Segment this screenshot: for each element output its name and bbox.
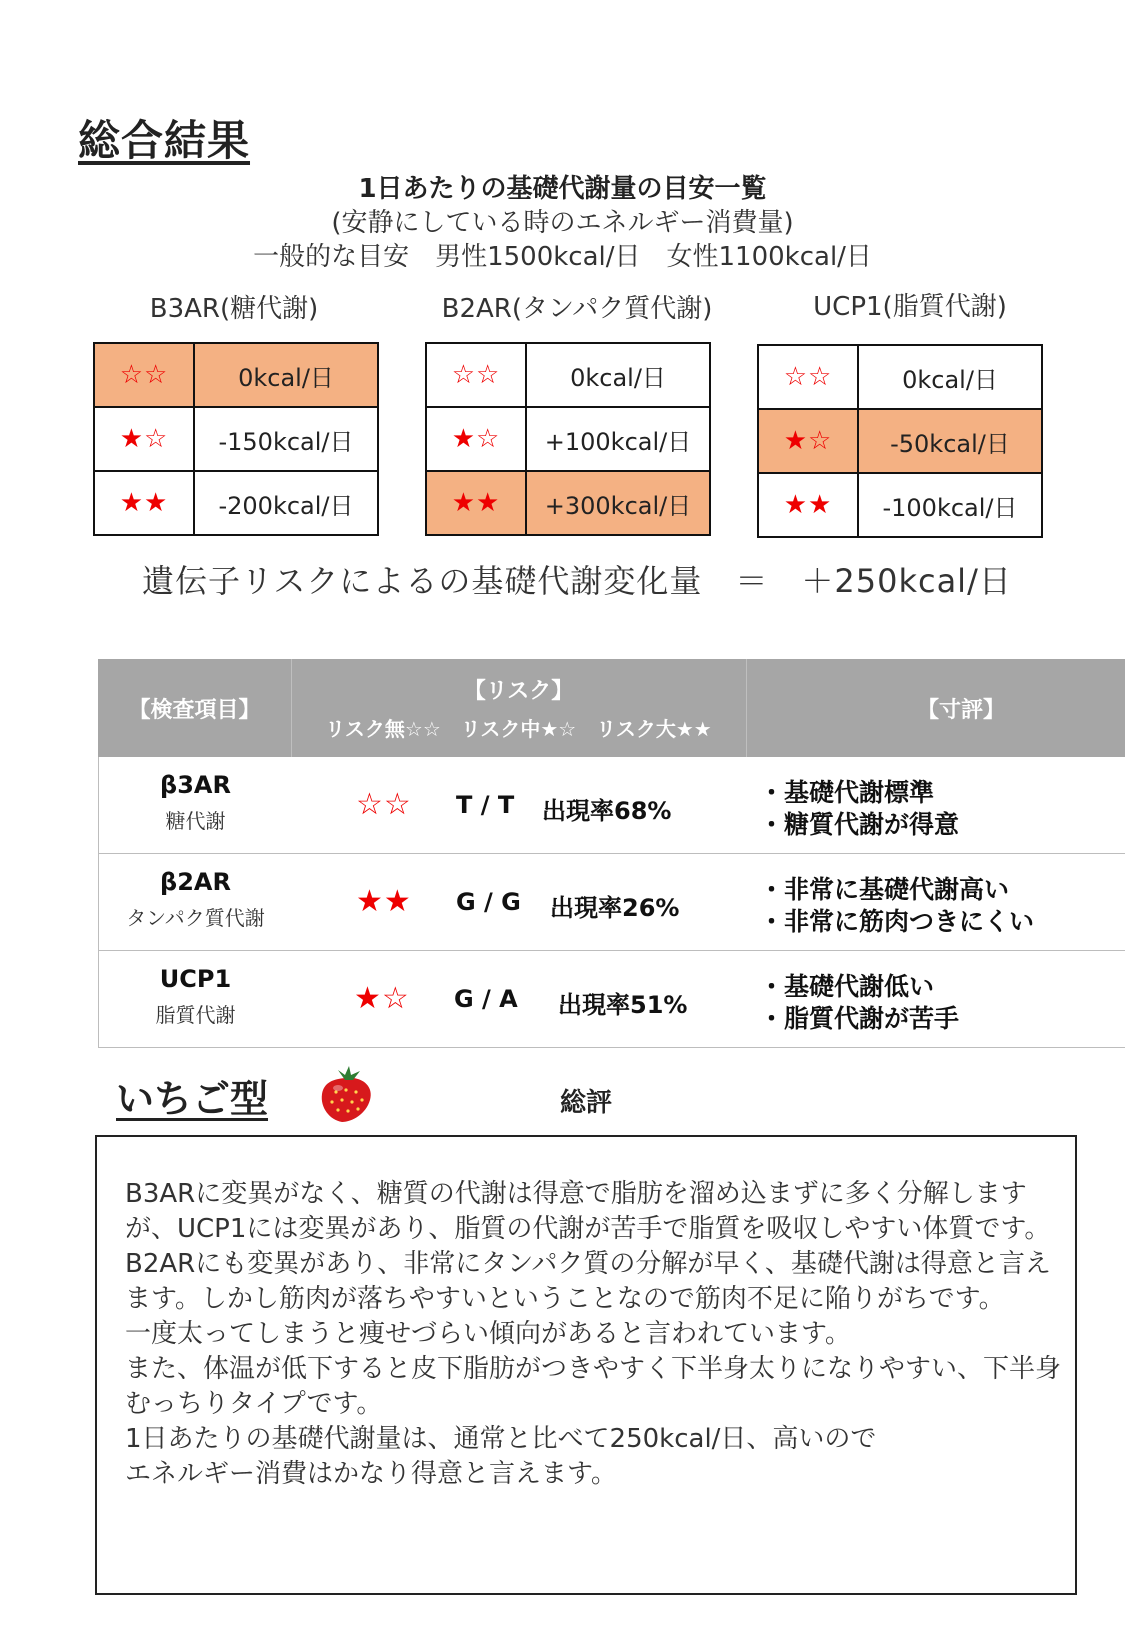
gene-table-b3ar <box>93 342 379 536</box>
kcal-value: 0kcal/日 <box>526 343 710 407</box>
risk-stars: ★☆ <box>758 409 858 473</box>
kcal-value: -50kcal/日 <box>858 409 1042 473</box>
gene-name: β3AR <box>160 771 231 799</box>
summary-text: B3ARに変異がなく、糖質の代謝は得意で脂肪を溜め込まずに多く分解しますが、UCP1には変異があり、脂質の代謝が苦手で脂質を吸収しやすい体質です。 B2ARにも変異があり、非常にタンパク質の分解が早く、基礎代謝は得意と言えます。しかし筋肉が落ちやすいということなので筋肉不足に陥りがちです。 一度太ってしまうと痩せづらい傾向があると言われています。 また、体温が低下すると皮下脂肪がつきやすく下半身太りになりやすい、下半身むっちりタイプです。 1日あたりの基礎代謝量は、通常と比べて250kcal/日、高いので エネルギー消費はかなり得意と言えます。 <box>125 1179 1062 1489</box>
risk-stars: ★☆ <box>426 407 526 471</box>
comment-2: ・糖質代謝が得意 <box>759 810 960 839</box>
header-item: 【検査項目】 <box>128 697 261 723</box>
metabolism-change-summary: 遺伝子リスクによるの基礎代謝変化量 ＝ ＋250kcal/日 <box>142 562 1012 600</box>
gene-table-row <box>758 345 1042 409</box>
gene-table-label-b2ar: B2AR(タンパク質代謝) <box>441 294 713 324</box>
risk-stars: ★☆ <box>354 981 410 1016</box>
comment-1: ・基礎代謝低い <box>759 972 935 1001</box>
risk-stars: ★☆ <box>94 407 194 471</box>
gene-category: タンパク質代謝 <box>126 906 265 930</box>
gene-table-ucp1 <box>757 344 1043 538</box>
gene-table-row <box>426 407 710 471</box>
gene-table-row <box>426 343 710 407</box>
risk-table-row <box>98 951 1125 1048</box>
gene-table-row <box>94 407 378 471</box>
gene-name: UCP1 <box>159 965 232 993</box>
risk-stars: ☆☆ <box>426 343 526 407</box>
comment-2: ・非常に筋肉つきにくい <box>759 907 1035 936</box>
strawberry-icon <box>314 1062 376 1124</box>
risk-table-row <box>98 757 1125 854</box>
kcal-value: -200kcal/日 <box>194 471 378 535</box>
comment-1: ・非常に基礎代謝高い <box>759 875 1010 904</box>
risk-stars: ★★ <box>94 471 194 535</box>
genotype: G / A <box>454 985 518 1013</box>
gene-category: 糖代謝 <box>165 809 226 833</box>
risk-stars: ★★ <box>426 471 526 535</box>
header-risk-legend: リスク無☆☆ リスク中★☆ リスク大★★ <box>325 717 712 741</box>
kcal-value: 0kcal/日 <box>194 343 378 407</box>
risk-table-header <box>98 659 1125 757</box>
risk-stars: ★★ <box>356 884 412 919</box>
frequency: 出現率68% <box>542 797 672 825</box>
basal-metabolism-heading: 1日あたりの基礎代謝量の目安一覧 <box>358 174 767 204</box>
frequency: 出現率26% <box>550 894 680 922</box>
comment-2: ・脂質代謝が苦手 <box>759 1004 960 1033</box>
kcal-value: +300kcal/日 <box>526 471 710 535</box>
gene-table-row <box>758 409 1042 473</box>
risk-stars: ☆☆ <box>94 343 194 407</box>
risk-stars: ★★ <box>758 473 858 537</box>
risk-stars: ☆☆ <box>758 345 858 409</box>
genotype: T / T <box>456 791 515 819</box>
genotype: G / G <box>456 888 521 916</box>
header-risk: 【リスク】 <box>463 679 574 704</box>
gene-table-row <box>758 473 1042 537</box>
kcal-value: +100kcal/日 <box>526 407 710 471</box>
general-guideline: 一般的な目安 男性1500kcal/日 女性1100kcal/日 <box>253 242 872 272</box>
kcal-value: 0kcal/日 <box>858 345 1042 409</box>
gene-table-b2ar <box>425 342 711 536</box>
gene-table-row <box>94 343 378 407</box>
header-comment: 【寸評】 <box>916 697 1005 723</box>
kcal-value: -100kcal/日 <box>858 473 1042 537</box>
basal-metabolism-note: (安静にしている時のエネルギー消費量) <box>331 208 794 238</box>
gene-name: β2AR <box>160 868 231 896</box>
risk-table-row <box>98 854 1125 951</box>
gene-table-label-ucp1: UCP1(脂質代謝) <box>813 292 1007 322</box>
gene-category: 脂質代謝 <box>155 1003 236 1027</box>
frequency: 出現率51% <box>558 991 688 1019</box>
kcal-value: -150kcal/日 <box>194 407 378 471</box>
risk-stars: ☆☆ <box>356 787 412 822</box>
summary-label: 総評 <box>560 1088 613 1118</box>
page-title: 総合結果 <box>78 116 251 165</box>
gene-table-row <box>94 471 378 535</box>
summary-box <box>95 1135 1077 1595</box>
gene-table-label-b3ar: B3AR(糖代謝) <box>149 294 319 324</box>
result-type-label: いちご型 <box>116 1077 269 1121</box>
gene-table-row <box>426 471 710 535</box>
comment-1: ・基礎代謝標準 <box>759 778 935 807</box>
